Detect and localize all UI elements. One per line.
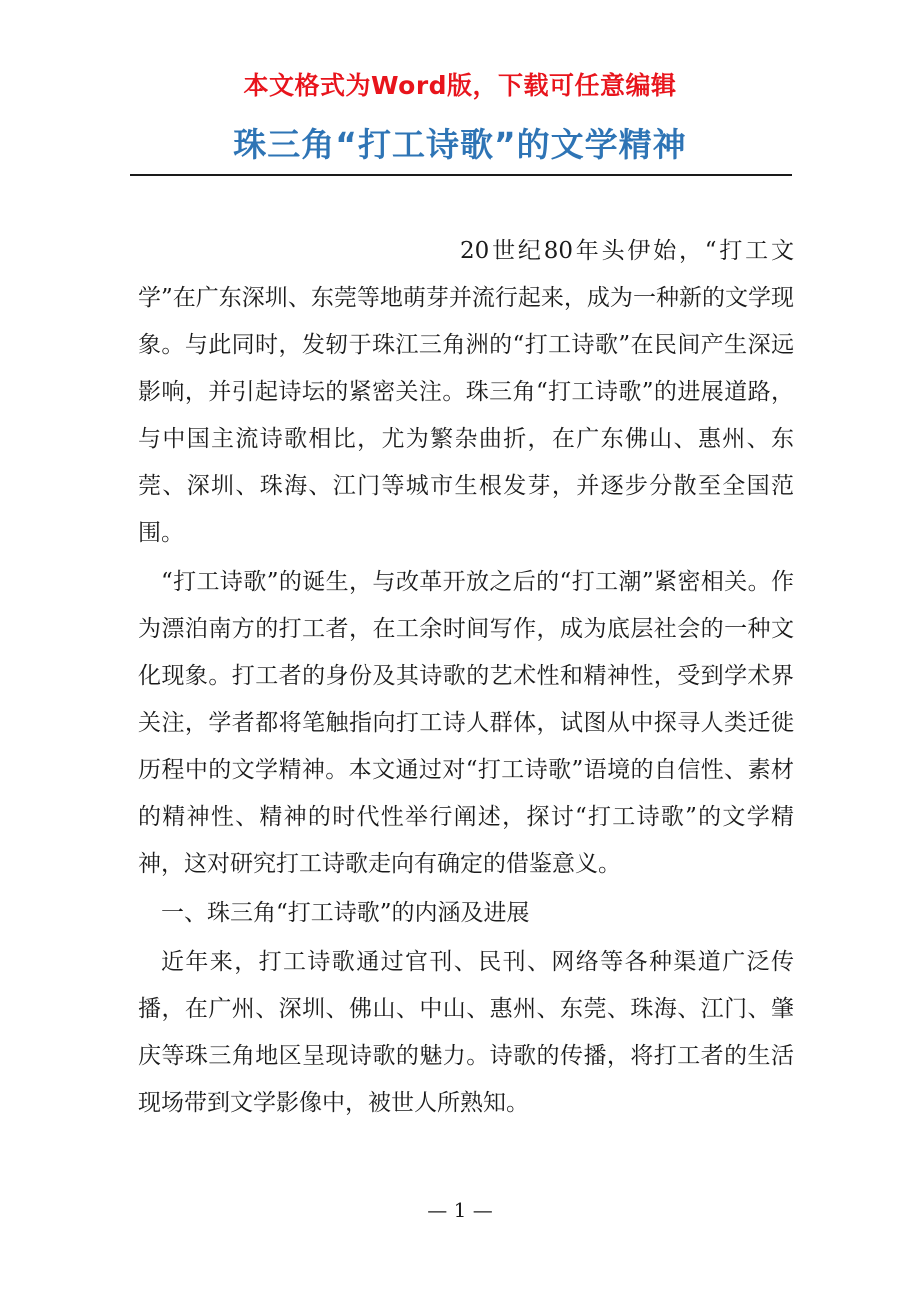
body-paragraph: 近年来，打工诗歌通过官刊、民刊、网络等各种渠道广泛传播，在广州、深圳、佛山、中山、惠州、东莞、珠海、江门、肇庆等珠三角地区呈现诗歌的魅力。诗歌的传播，将打工者的生活现场带到文学影像中，被世人所熟知。 <box>138 949 794 1116</box>
section-heading: 一、珠三角“打工诗歌”的内涵及进展 <box>161 900 530 926</box>
page-number: — 1 — <box>427 1198 493 1222</box>
title-divider <box>130 174 792 176</box>
body-paragraph: 20世纪80年头伊始，“打工文学”在广东深圳、东莞等地萌芽并流行起来，成为一种新的文学现象。与此同时，发轫于珠江三角洲的“打工诗歌”在民间产生深远影响，并引起诗坛的紧密关注。珠三角“打工诗歌”的进展道路，与中国主流诗歌相比，尤为繁杂曲折，在广东佛山、惠州、东莞、深圳、珠海、江门等城市生根发芽，并逐步分散至全国范围。 <box>138 238 794 546</box>
document-body <box>138 228 794 1127</box>
body-paragraph: “打工诗歌”的诞生，与改革开放之后的“打工潮”紧密相关。作为漂泊南方的打工者，在工余时间写作，成为底层社会的一种文化现象。打工者的身份及其诗歌的艺术性和精神性，受到学术界关注，学者都将笔触指向打工诗人群体，试图从中探寻人类迁徙历程中的文学精神。本文通过对“打工诗歌”语境的自信性、素材的精神性、精神的时代性举行阐述，探讨“打工诗歌”的文学精神，这对研究打工诗歌走向有确定的借鉴意义。 <box>138 569 794 877</box>
format-banner: 本文格式为Word版，下载可任意编辑 <box>243 71 677 100</box>
page-title: 珠三角“打工诗歌”的文学精神 <box>233 125 687 164</box>
